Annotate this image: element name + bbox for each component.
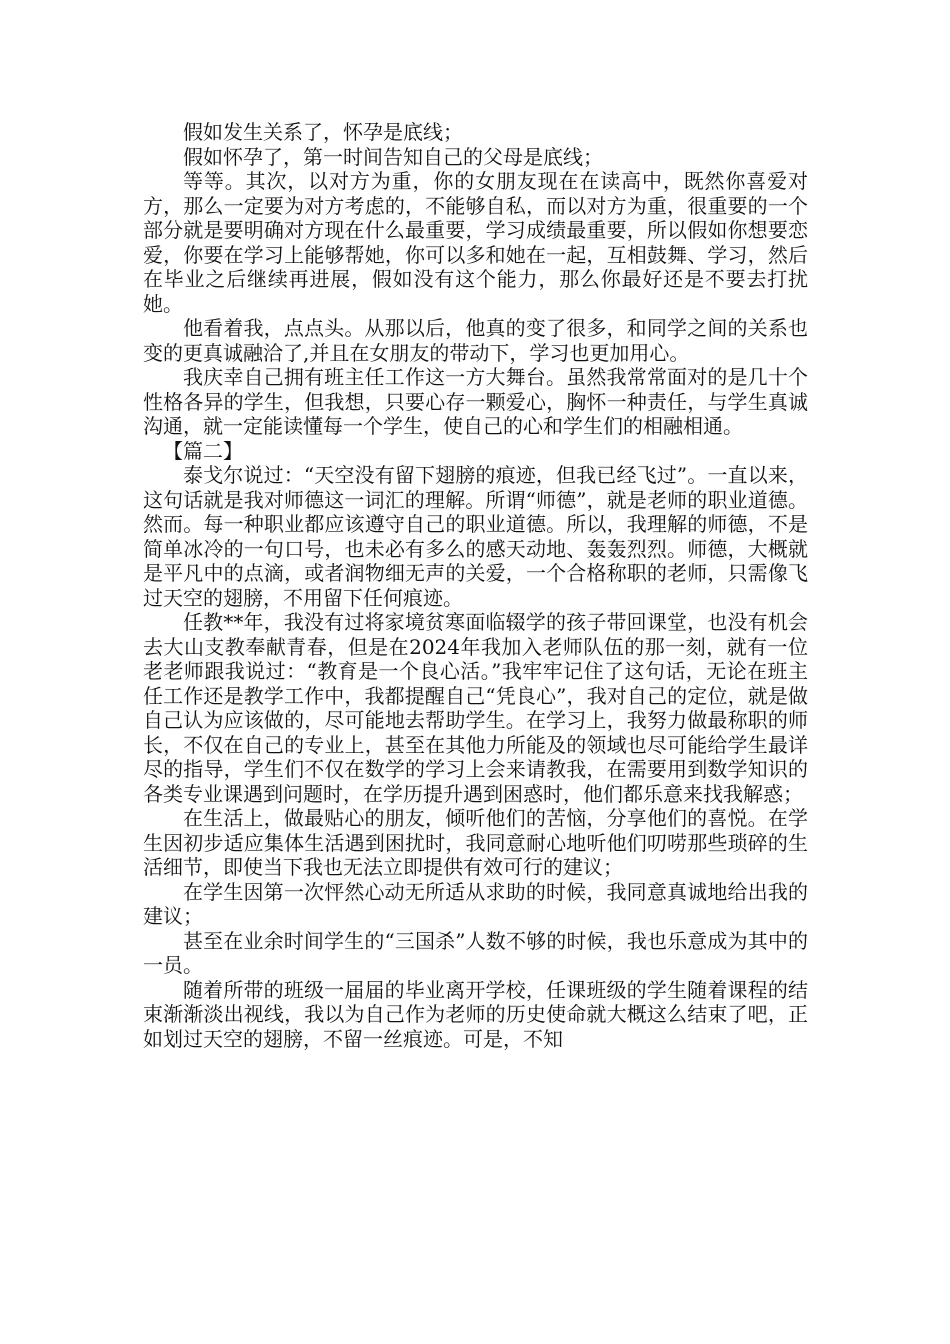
paragraph: 等等。其次，以对方为重，你的女朋友现在在读高中，既然你喜爱对方，那么一定要为对方考虑的，不能够自私，而以对方为重，很重要的一个部分就是要明确对方现在什么最重要，学习成绩最重要，所以假如你想要恋爱，你要在学习上能够帮她，你可以多和她在一起，互相鼓舞、学习，然后在毕业之后继续再进展，假如没有这个能力，那么你最好还是不要去打扰她。 <box>143 169 808 316</box>
paragraph: 假如怀孕了，第一时间告知自己的父母是底线； <box>183 144 603 169</box>
paragraph: 甚至在业余时间学生的“三国杀”人数不够的时候，我也乐意成为其中的一员。 <box>143 928 808 977</box>
paragraph: 假如发生关系了，怀孕是底线； <box>183 120 463 144</box>
paragraph: 在生活上，做最贴心的朋友，倾听他们的苦恼，分享他们的喜悦。在学生因初步适应集体生活遇到困扰时，我同意耐心地听他们叨唠那些琐碎的生活细节，即使当下我也无法立即提供有效可行的建议； <box>143 806 808 879</box>
document-body <box>143 120 808 1051</box>
paragraph: 我庆幸自己拥有班主任工作这一方大舞台。虽然我常常面对的是几十个性格各异的学生，但我想，只要心存一颗爱心，胸怀一种责任，与学生真诚沟通，就一定能读懂每一个学生，使自己的心和学生们的相融相通。 <box>143 365 808 438</box>
paragraph: 任教**年，我没有过将家境贫寒面临辍学的孩子带回课堂，也没有机会去大山支教奉献青春，但是在2024年我加入老师队伍的那一刻，就有一位老老师跟我说过：“教育是一个良心活。”我牢牢记住了这句话，无论在班主任工作还是教学工作中，我都提醒自己“凭良心”，我对自己的定位，就是做自己认为应该做的，尽可能地去帮助学生。在学习上，我努力做最称职的师长，不仅在自己的专业上，甚至在其他力所能及的领域也尽可能给学生最详尽的指导，学生们不仅在数学的学习上会来请教我，在需要用到数学知识的各类专业课遇到问题时，在学历提升遇到困惑时，他们都乐意来找我解惑； <box>143 610 808 806</box>
section-heading: 【篇二】 <box>163 438 243 463</box>
paragraph: 随着所带的班级一届届的毕业离开学校，任课班级的学生随着课程的结束渐渐淡出视线，我以为自己作为老师的历史使命就大概这么结束了吧，正如划过天空的翅膀，不留一丝痕迹。可是，不知 <box>143 977 808 1051</box>
paragraph: 在学生因第一次怦然心动无所适从求助的时候，我同意真诚地给出我的建议； <box>143 879 808 928</box>
paragraph: 他看着我，点点头。从那以后，他真的变了很多，和同学之间的关系也变的更真诚融洽了,并且在女朋友的带动下，学习也更加用心。 <box>143 316 808 365</box>
paragraph: 泰戈尔说过：“天空没有留下翅膀的痕迹，但我已经飞过”。一直以来，这句话就是我对师德这一词汇的理解。所谓“师德”，就是老师的职业道德。然而。每一种职业都应该遵守自己的职业道德。所以，我理解的师德，不是简单冰冷的一句口号，也未必有多么的感天动地、轰轰烈烈。师德，大概就是平凡中的点滴，或者润物细无声的关爱，一个合格称职的老师，只需像飞过天空的翅膀，不用留下任何痕迹。 <box>143 463 808 610</box>
